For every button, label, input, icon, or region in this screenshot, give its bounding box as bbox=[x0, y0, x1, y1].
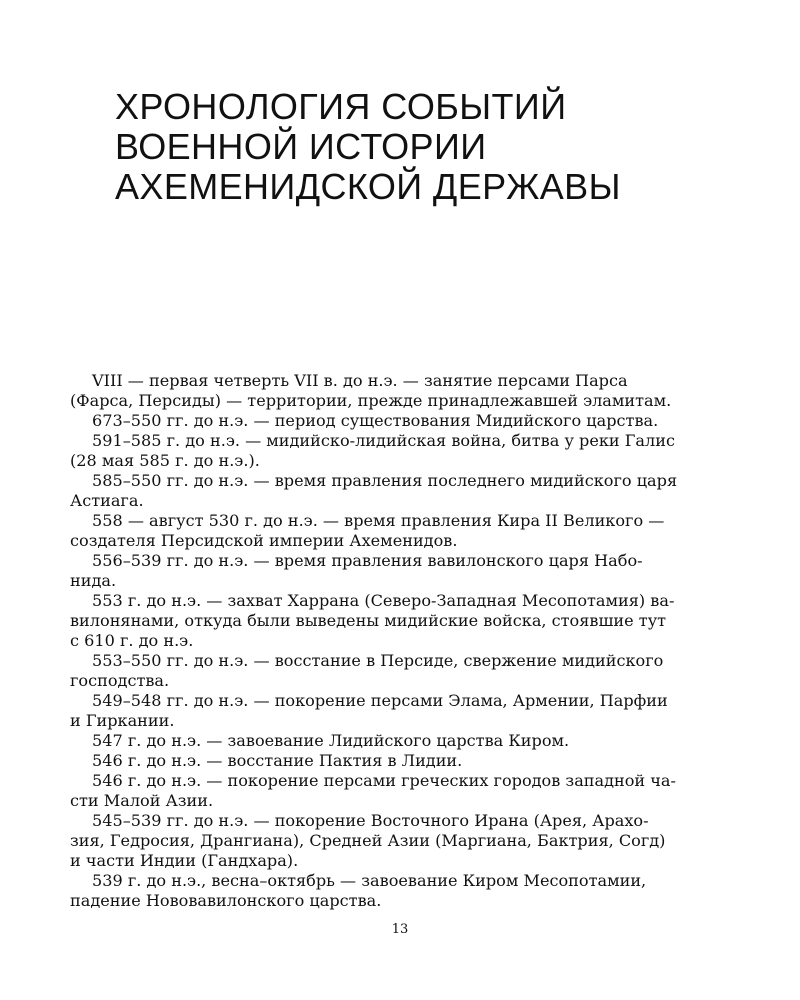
entry-line: 585–550 гг. до н.э. — время правления последнего мидийского царя bbox=[92, 471, 678, 490]
entry-line: 539 г. до н.э., весна–октябрь — завоевание Киром Месопотамии, bbox=[92, 871, 647, 890]
entry-line: 553–550 гг. до н.э. — восстание в Персиде, свержение мидийского bbox=[92, 651, 664, 670]
chronology-entry bbox=[70, 411, 697, 431]
chronology-entry bbox=[70, 431, 697, 471]
entry-line: и части Индии (Гандхара). bbox=[70, 851, 299, 870]
entry-line: 591–585 г. до н.э. — мидийско-лидийская война, битва у реки Галис bbox=[92, 431, 675, 450]
entry-line: господства. bbox=[70, 671, 170, 690]
entry-line: 545–539 гг. до н.э. — покорение Восточного Ирана (Арея, Арахо- bbox=[92, 811, 649, 830]
entry-line: зия, Гедросия, Дрангиана), Средней Азии (Маргиана, Бактрия, Согд) bbox=[70, 831, 666, 850]
entry-line: 549–548 гг. до н.э. — покорение персами Элама, Армении, Парфии bbox=[92, 691, 668, 710]
chapter-title bbox=[115, 87, 621, 207]
entry-line: 558 — август 530 г. до н.э. — время правления Кира II Великого — bbox=[92, 511, 665, 530]
page-number: 13 bbox=[391, 922, 409, 937]
entry-line: 546 г. до н.э. — восстание Пактия в Лидии. bbox=[92, 751, 463, 770]
chronology-entry bbox=[70, 651, 697, 691]
chronology-entry bbox=[70, 691, 697, 731]
chapter-title-line: ХРОНОЛОГИЯ СОБЫТИЙ bbox=[115, 86, 567, 127]
entry-line: 556–539 гг. до н.э. — время правления вавилонского царя Набо- bbox=[92, 551, 643, 570]
entry-line: 546 г. до н.э. — покорение персами греческих городов западной ча- bbox=[92, 771, 676, 790]
chronology-entry bbox=[70, 771, 697, 811]
entry-line: падение Нововавилонского царства. bbox=[70, 891, 382, 910]
chronology-entry bbox=[70, 371, 697, 411]
entry-line: 673–550 гг. до н.э. — период существования Мидийского царства. bbox=[92, 411, 659, 430]
chronology-entry bbox=[70, 871, 697, 911]
chronology-list bbox=[70, 371, 697, 911]
entry-line: Астиага. bbox=[70, 491, 144, 510]
entry-line: 547 г. до н.э. — завоевание Лидийского царства Киром. bbox=[92, 731, 570, 750]
chronology-entry bbox=[70, 811, 697, 871]
chapter-title-line: АХЕМЕНИДСКОЙ ДЕРЖАВЫ bbox=[115, 166, 621, 207]
chronology-entry bbox=[70, 591, 697, 651]
entry-line: VIII — первая четверть VII в. до н.э. — занятие персами Парса bbox=[92, 371, 628, 390]
chronology-entry bbox=[70, 471, 697, 511]
chronology-entry bbox=[70, 751, 697, 771]
chapter-title-line: ВОЕННОЙ ИСТОРИИ bbox=[115, 126, 487, 167]
chronology-entry bbox=[70, 551, 697, 591]
chronology-entry bbox=[70, 511, 697, 551]
entry-line: нида. bbox=[70, 571, 117, 590]
entry-line: (28 мая 585 г. до н.э.). bbox=[70, 451, 260, 470]
entry-line: и Гиркании. bbox=[70, 711, 175, 730]
entry-line: вилонянами, откуда были выведены мидийские войска, стоявшие тут bbox=[70, 611, 667, 630]
chronology-entry bbox=[70, 731, 697, 751]
entry-line: (Фарса, Персиды) — территории, прежде принадлежавшей эламитам. bbox=[70, 391, 672, 410]
entry-line: 553 г. до н.э. — захват Харрана (Северо-Западная Месопотамия) ва- bbox=[92, 591, 675, 610]
entry-line: создателя Персидской империи Ахеменидов. bbox=[70, 531, 458, 550]
entry-line: сти Малой Азии. bbox=[70, 791, 214, 810]
entry-line: с 610 г. до н.э. bbox=[70, 631, 194, 650]
